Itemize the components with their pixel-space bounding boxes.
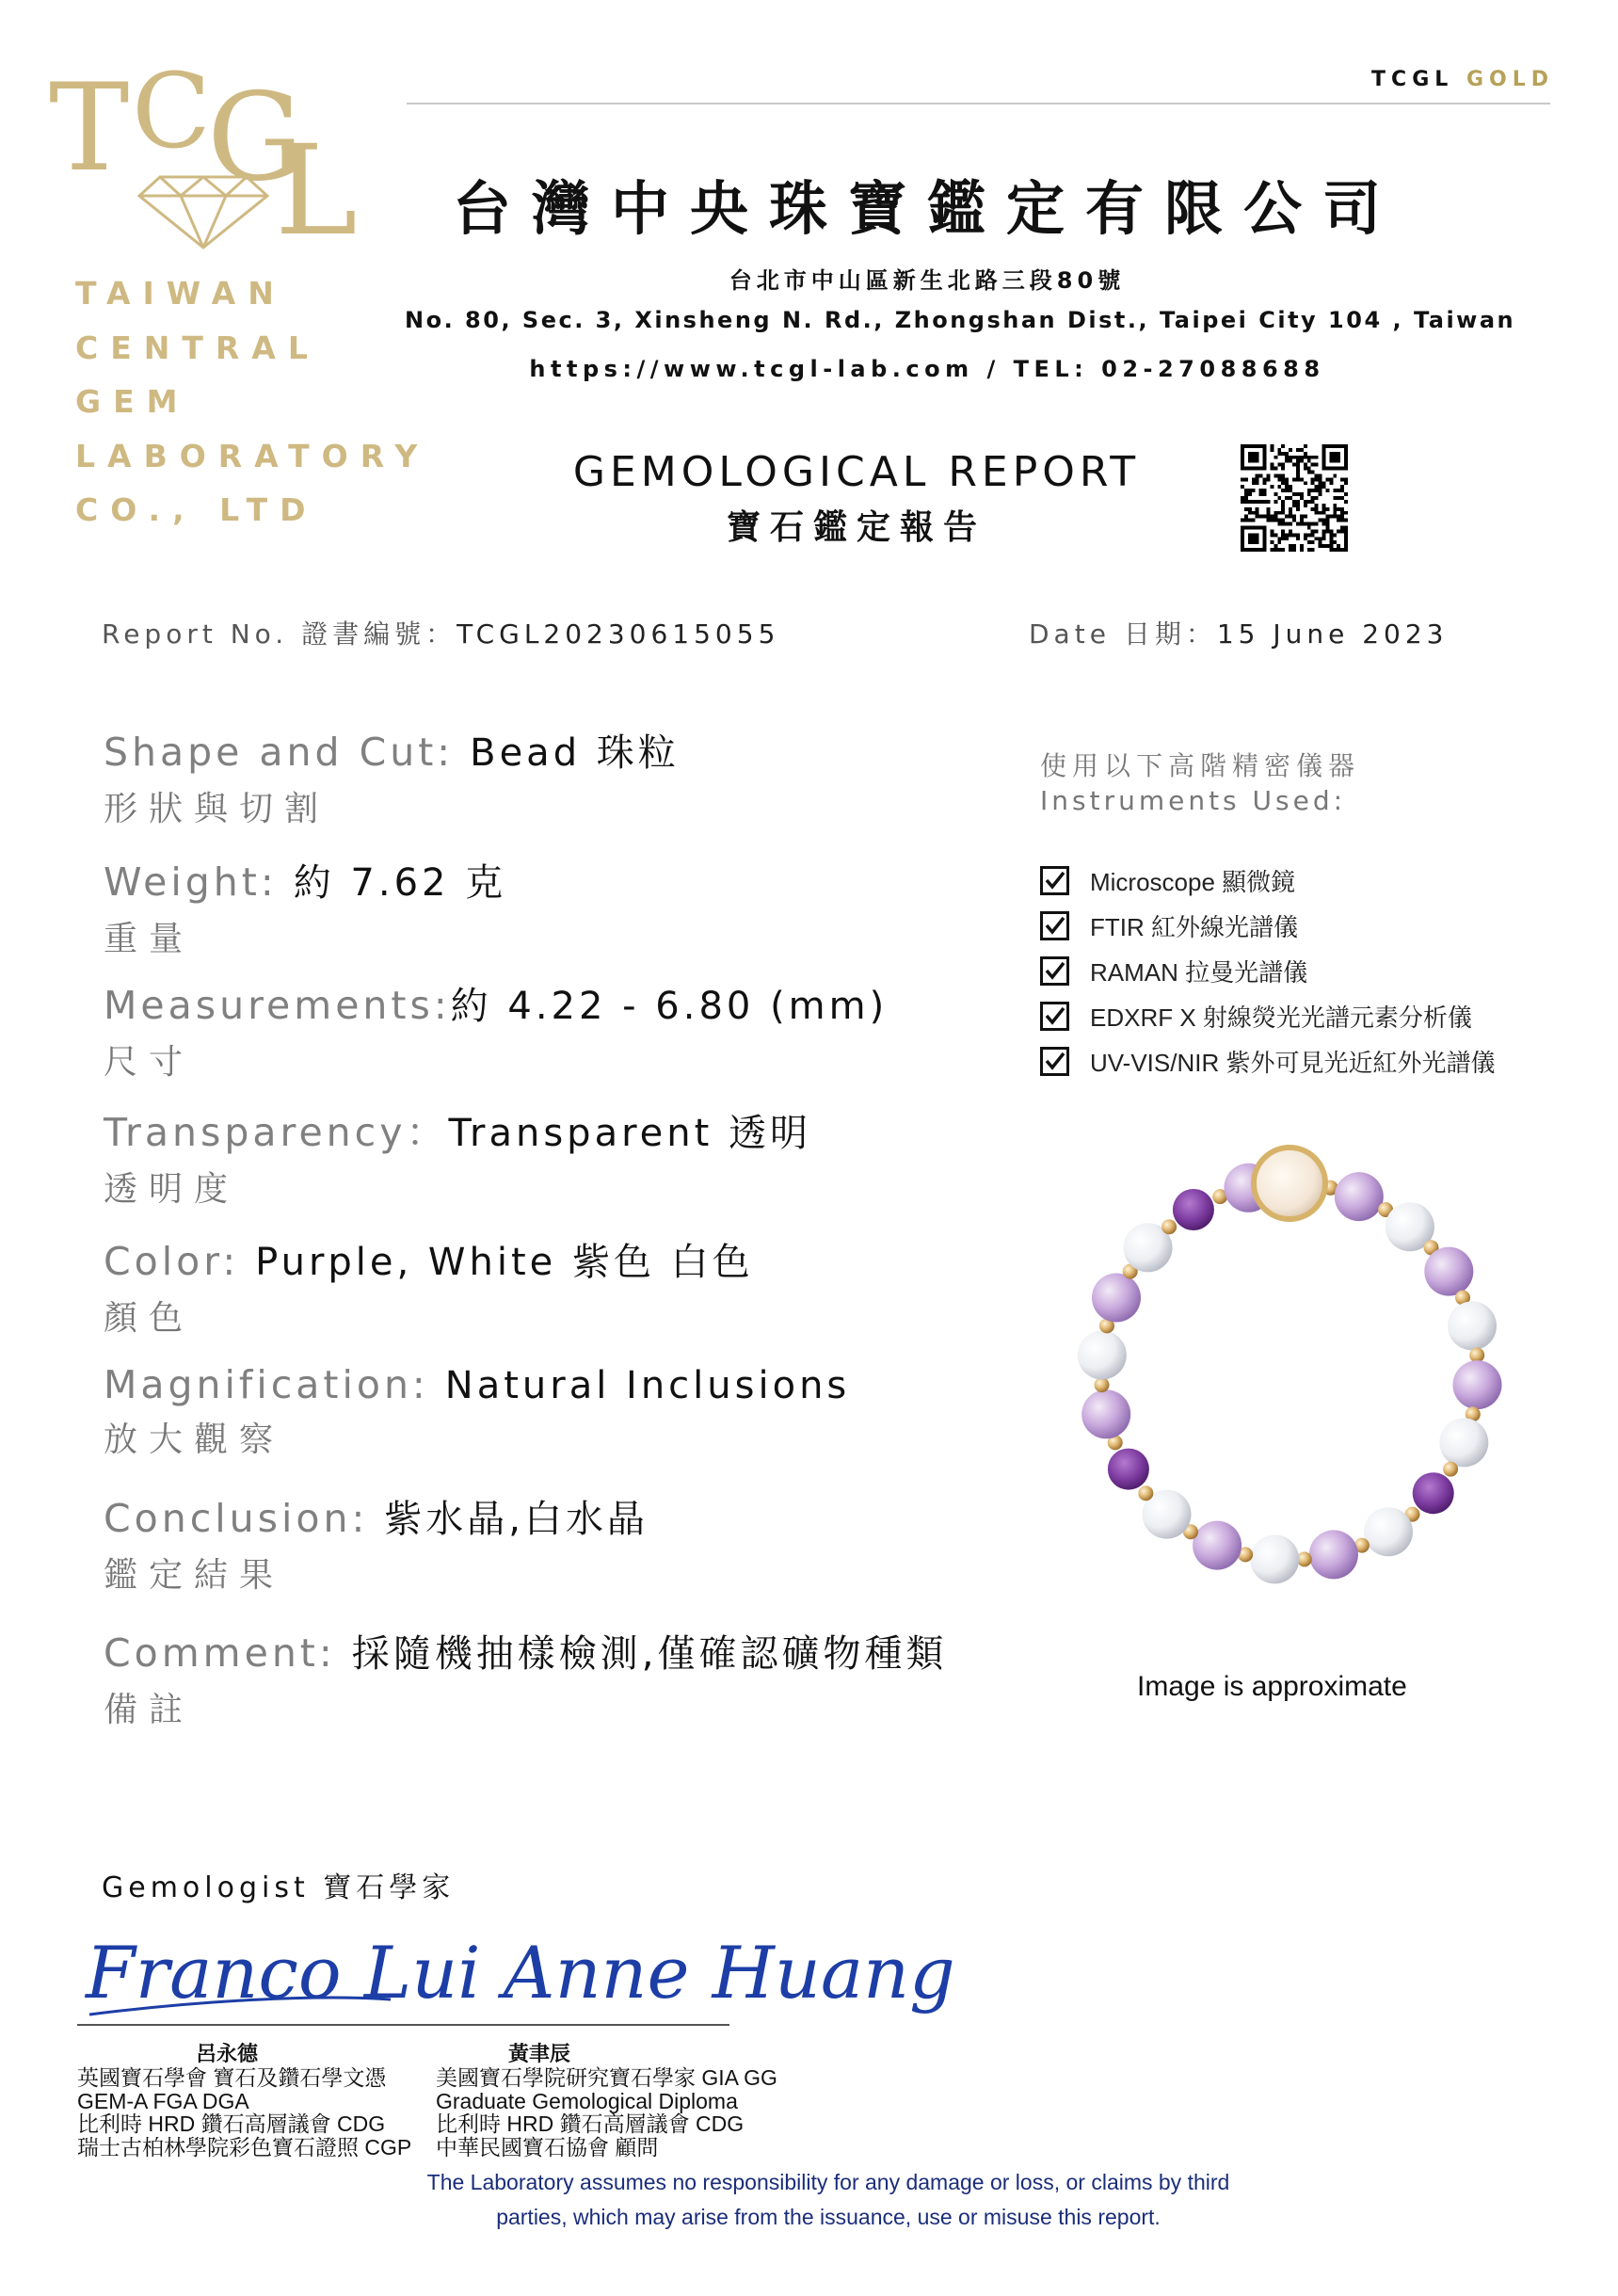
contact-line: https://www.tcgl-lab.com / TEL: 02-27088688 [529,356,1325,382]
field-label: Comment: [104,1630,352,1676]
field-value: 紫水晶,白水晶 [384,1498,649,1541]
bead [1297,1551,1312,1566]
bead [1443,1462,1458,1477]
field-label: Magnification: [104,1362,445,1407]
checkbox[interactable] [1040,911,1069,940]
signature-rule [77,2024,729,2026]
instruments-title-zh: 使用以下高階精密儀器 [1040,750,1361,781]
field-label-zh: 備註 [104,1691,195,1729]
credential-line: 瑞士古柏林學院彩色寶石證照 CGP [77,2134,412,2160]
field-label: Weight: [104,859,294,905]
bead [1309,1530,1358,1579]
instrument-label: EDXRF X 射線熒光光譜元素分析儀 [1090,1003,1472,1032]
field-transparency [104,1101,811,1211]
gemologist-name: 呂永德 [196,2043,259,2066]
lab-name-line: LABORATORY [75,438,430,474]
instrument-label: FTIR 紅外線光譜儀 [1090,912,1298,941]
instrument-item [1040,1045,1495,1077]
checkbox[interactable] [1040,1002,1069,1031]
check-icon [1044,914,1066,937]
field-label: Measurements: [104,983,451,1028]
field-value: Transparent 透明 [448,1112,811,1155]
field-comment [104,1624,947,1731]
field-weight [104,853,506,960]
logo-letter-g: G [207,68,304,208]
check-icon [1044,1004,1066,1027]
field-value: Purple, White 紫色 白色 [255,1241,754,1284]
lab-name-line: TAIWAN [75,275,286,312]
field-label: Transparency： [104,1110,449,1155]
disclaimer-line: The Laboratory assumes no responsibility for any damage or loss, or claims by third [426,2170,1230,2194]
credential-line: 美國寶石學院研究寶石學家 GIA GG [436,2065,777,2090]
credential-line: Graduate Gemological Diploma [436,2088,738,2113]
gemologist-credentials [77,2066,411,2159]
field-shape [104,723,680,830]
report-date-label: Date 日期： [1029,618,1217,650]
lab-name-line: GEM [75,383,190,420]
tier-badge [1371,68,1554,91]
qr-code[interactable] [1241,444,1348,552]
bead [1469,1348,1484,1363]
instrument-label: Microscope 顯微鏡 [1090,867,1296,896]
field-magnification [104,1362,850,1461]
logo-letter-t: T [49,58,130,199]
field-value: 約 7.62 克 [293,861,507,905]
bead [1173,1189,1214,1230]
credential-line: 比利時 HRD 鑽石高層議會 CDG [77,2111,386,2136]
report-number [102,614,779,651]
credential-line: 英國寶石學會 寶石及鑽石學文憑 [77,2065,387,2090]
gemologist-label: Gemologist 寶石學家 [102,1871,456,1904]
header-divider [407,103,1550,104]
report-title-english: GEMOLOGICAL REPORT [572,448,1141,496]
instrument-label: RAMAN 拉曼光譜儀 [1090,957,1308,987]
company-name: 台灣中央珠寶鑑定有限公司 [452,174,1402,243]
bead [1193,1521,1242,1570]
instrument-item [1040,864,1295,896]
main-bead [1254,1148,1325,1219]
field-label: Color: [104,1239,256,1284]
checkbox[interactable] [1040,866,1069,895]
field-label-zh: 形狀與切割 [104,790,330,828]
tcgl-logo [49,51,358,264]
field-label: Conclusion: [104,1496,385,1541]
bead [1138,1485,1153,1501]
address-chinese: 台北市中山區新生北路三段80號 [729,267,1126,294]
field-label-zh: 放大觀察 [104,1421,285,1459]
checkbox[interactable] [1040,1047,1069,1076]
instruments-title-en: Instruments Used: [1040,785,1347,816]
bead [1161,1219,1177,1234]
instrument-item [1040,955,1307,987]
field-value: 約 4.22 - 6.80 (mm) [450,985,889,1028]
signature-text: Franco Lui Anne Huang [86,1931,955,2015]
gemologist-name: 黃聿辰 [508,2043,571,2066]
field-label-zh: 透明度 [104,1170,240,1209]
report-number-label: Report No. 證書編號： [102,618,457,650]
bead [1081,1389,1130,1438]
check-icon [1044,869,1066,891]
tier-prefix: TCGL [1371,68,1454,91]
lab-name-line: CO., LTD [75,491,318,528]
checkbox[interactable] [1040,956,1069,986]
check-icon [1044,1050,1066,1072]
bead [1250,1534,1299,1583]
lab-name-line: CENTRAL [75,329,320,366]
bead [1448,1301,1497,1350]
field-color [104,1232,754,1340]
bracelet-image [1045,1125,1534,1614]
credential-line: 比利時 HRD 鑽石高層議會 CDG [436,2111,745,2136]
bead [1439,1418,1488,1467]
bead [1092,1274,1141,1323]
logo-letter-l: L [275,119,358,264]
disclaimer-line: parties, which may arise from the issuance, use or misuse this report. [496,2205,1161,2229]
bead [1108,1449,1149,1490]
field-label-zh: 顏色 [104,1299,195,1338]
report-date-value: 15 June 2023 [1216,618,1449,650]
disclaimer [282,2165,1374,2235]
field-measurements [104,976,888,1084]
field-label-zh: 重量 [104,920,195,958]
field-label: Shape and Cut: [104,730,471,775]
image-caption: Image is approximate [1137,1671,1407,1702]
bead [1413,1472,1454,1514]
field-value: Natural Inclusions [444,1364,851,1407]
report-title-chinese: 寶石鑑定報告 [726,508,986,547]
bead [1078,1331,1127,1380]
bead [1335,1172,1384,1221]
field-label-zh: 尺寸 [104,1043,195,1082]
credential-line: 中華民國寶石協會 顧問 [436,2134,659,2160]
report-number-value: TCGL20230615055 [457,618,780,650]
tier-suffix: GOLD [1466,68,1554,91]
bead [1364,1507,1413,1556]
bead [1453,1360,1502,1409]
credential-line: GEM-A FGA DGA [77,2088,249,2113]
field-value: Bead 珠粒 [470,731,680,775]
address-english: No. 80, Sec. 3, Xinsheng N. Rd., Zhongshan Dist., Taipei City 104 , Taiwan [405,307,1516,333]
field-conclusion [104,1489,649,1597]
field-value: 採隨機抽樣檢測,僅確認礦物種類 [351,1632,948,1676]
signature [80,1911,955,2033]
instrument-item [1040,1000,1472,1032]
logo-letter-c: C [132,51,212,171]
bead [1095,1377,1110,1392]
field-label-zh: 鑑定結果 [104,1556,285,1595]
report-date [1029,614,1449,651]
instrument-item [1040,909,1298,941]
bead [1424,1247,1473,1296]
instrument-label: UV-VIS/NIR 紫外可見光近紅外光譜儀 [1090,1048,1496,1077]
check-icon [1044,959,1066,982]
gemologist-credentials [436,2066,777,2159]
